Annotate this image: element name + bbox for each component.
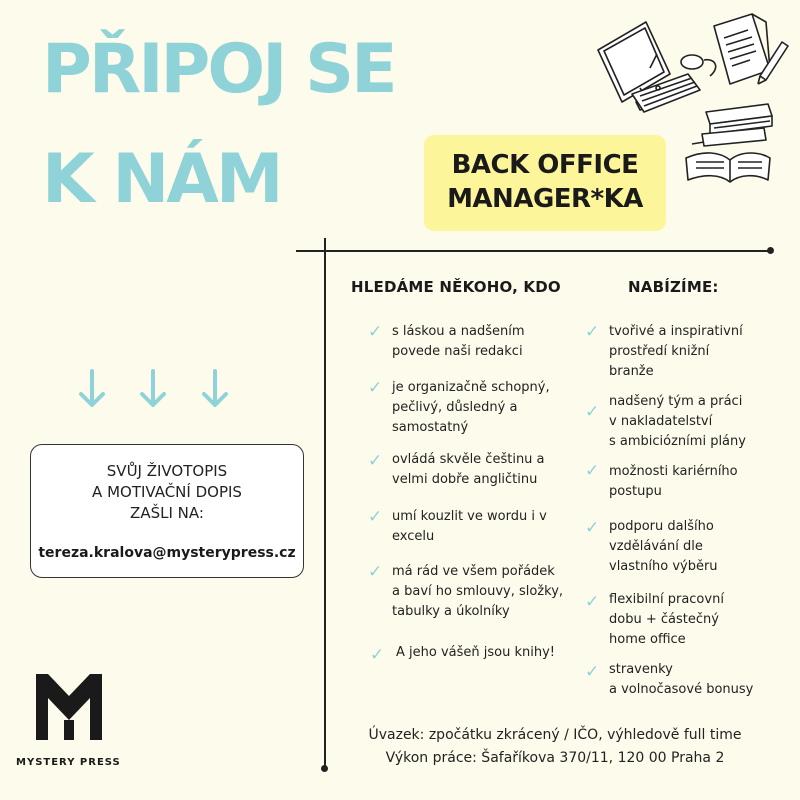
check-icon: ✓ (585, 322, 600, 342)
check-icon: ✓ (368, 378, 383, 398)
check-icon: ✓ (585, 461, 600, 481)
list-item: má rád ve všem pořádek a baví ho smlouvy, složky, tabulky a úkolníky (392, 564, 564, 619)
horizontal-divider (296, 250, 771, 252)
check-icon: ✓ (585, 402, 600, 422)
list-item: nadšený tým a práci v nakladatelství s ambiciózními plány (609, 394, 746, 449)
cv-contact-box (30, 444, 304, 578)
list-item: je organizačně schopný, pečlivý, důsledný a samostatný (392, 380, 550, 435)
list-item: podporu dalšího vzdělávání dle vlastního výběru (609, 519, 718, 574)
right-column-heading: NABÍZÍME: (628, 278, 719, 296)
arrow-down-icon (201, 368, 229, 410)
list-item: ovládá skvěle češtinu a velmi dobře angličtinu (392, 452, 545, 487)
employment-type-text: Úvazek: zpočátku zkrácený / IČO, výhledově full time (368, 727, 742, 743)
contact-email-link[interactable]: tereza.kralova@mysterypress.cz (38, 545, 296, 561)
list-item: stravenky a volnočasové bonusy (609, 662, 754, 697)
logo-text: MYSTERY PRESS (16, 757, 121, 768)
check-icon: ✓ (585, 592, 600, 612)
check-icon: ✓ (370, 645, 385, 665)
document-pen-illustration (708, 12, 790, 92)
arrow-down-icon (139, 368, 167, 410)
check-icon: ✓ (585, 518, 600, 538)
check-icon: ✓ (368, 507, 383, 527)
vertical-divider-end-dot (321, 765, 328, 772)
check-icon: ✓ (368, 562, 383, 582)
cv-line-1: SVŮJ ŽIVOTOPIS (106, 462, 228, 480)
job-title-badge (424, 135, 666, 231)
cv-line-3: ZAŠLI NA: (130, 504, 204, 522)
job-title-line-1: BACK OFFICE (451, 150, 639, 181)
job-title-line-2: MANAGER*KA (447, 184, 643, 214)
list-item: flexibilní pracovní dobu + částečný home office (609, 592, 724, 647)
check-icon: ✓ (368, 322, 383, 342)
books-illustration (684, 98, 780, 188)
vertical-divider (324, 238, 326, 770)
cv-line-2: A MOTIVAČNÍ DOPIS (92, 483, 242, 501)
headline-line-2: K NÁM (42, 140, 281, 219)
headline-line-1: PŘIPOJ SE (42, 30, 395, 109)
work-location-text: Výkon práce: Šafaříkova 370/11, 120 00 Praha 2 (385, 750, 725, 766)
arrow-down-icon (78, 368, 106, 410)
list-item: tvořivé a inspirativní prostředí knižní branže (609, 324, 743, 379)
list-item: s láskou a nadšením povede naši redakci (392, 324, 525, 359)
check-icon: ✓ (585, 662, 600, 682)
mystery-press-logo (34, 672, 104, 746)
left-column-heading: HLEDÁME NĚKOHO, KDO (351, 278, 561, 296)
list-item: možnosti kariérního postupu (609, 464, 738, 499)
list-item: A jeho vášeň jsou knihy! (396, 645, 555, 660)
divider-end-dot (767, 247, 774, 254)
list-item: umí kouzlit ve wordu i v excelu (392, 509, 547, 544)
check-icon: ✓ (368, 451, 383, 471)
